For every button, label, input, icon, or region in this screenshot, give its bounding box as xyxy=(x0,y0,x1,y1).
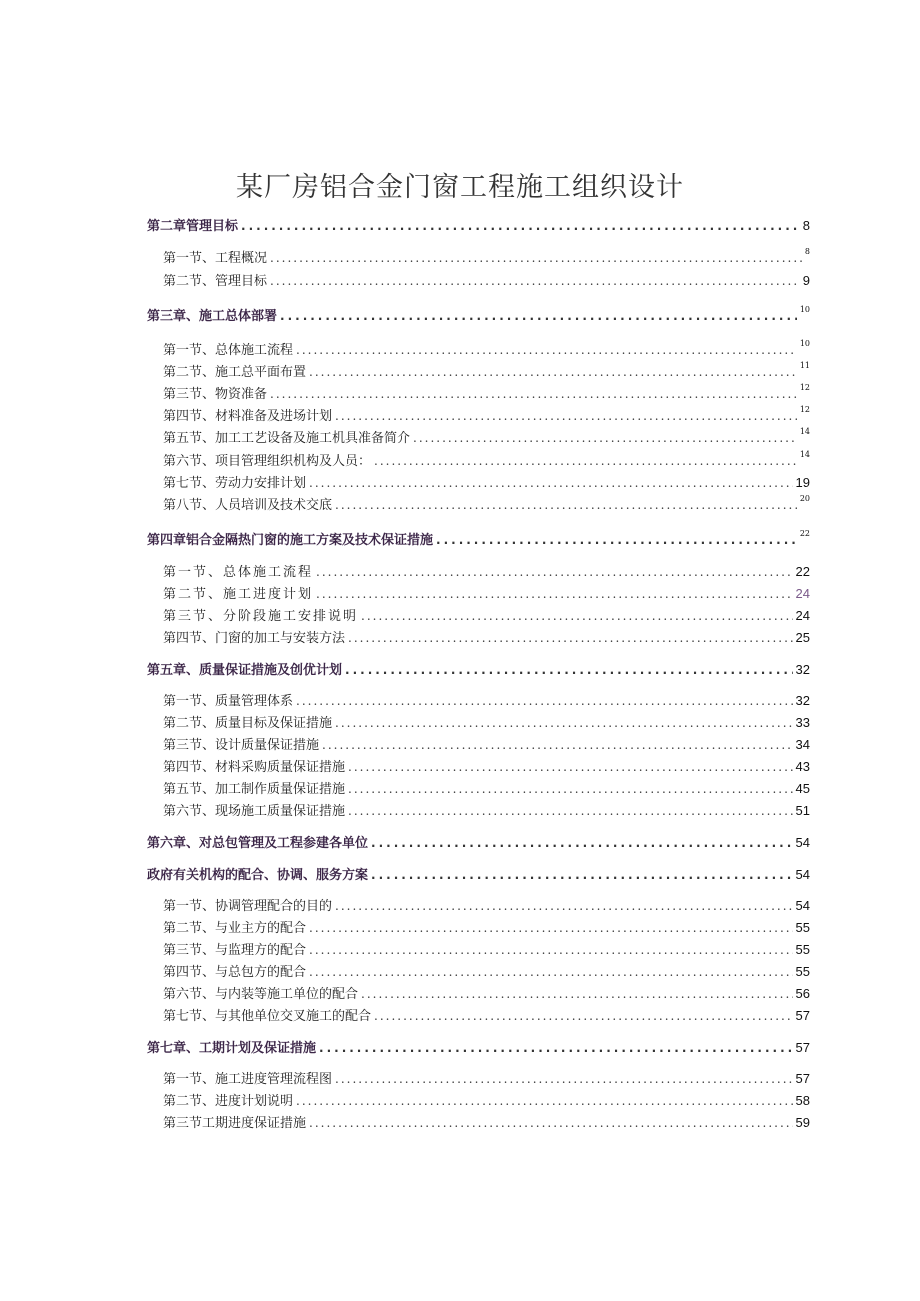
toc-page-number: 45 xyxy=(795,781,810,796)
toc-page-number: 14 xyxy=(799,427,810,436)
toc-page-number: 34 xyxy=(795,737,810,752)
toc-dot-leader xyxy=(335,409,797,423)
toc-chapter-entry[interactable] xyxy=(147,215,810,235)
toc-page-number: 24 xyxy=(795,608,810,623)
toc-entry-label: 第三节、与监理方的配合 xyxy=(163,943,307,958)
toc-page-number: 54 xyxy=(795,867,810,882)
toc-dot-leader xyxy=(371,836,793,850)
document-title: 某厂房铝合金门窗工程施工组织设计 xyxy=(236,172,684,203)
toc-entry-label: 第二节、进度计划说明 xyxy=(163,1094,294,1109)
toc-page-number: 57 xyxy=(795,1008,810,1023)
toc-dot-leader xyxy=(309,476,793,490)
toc-entry-label: 第四节、门窗的加工与安装方法 xyxy=(163,631,346,646)
toc-dot-leader xyxy=(335,899,793,913)
toc-section-entry[interactable] xyxy=(163,627,810,647)
toc-entry-label: 第七章、工期计划及保证措施 xyxy=(147,1041,317,1056)
toc-dot-leader xyxy=(335,716,793,730)
toc-dot-leader xyxy=(309,365,797,379)
toc-dot-leader xyxy=(348,631,793,645)
toc-dot-leader xyxy=(296,1094,793,1108)
toc-chapter-entry[interactable] xyxy=(147,1037,810,1057)
toc-section-entry[interactable] xyxy=(163,983,810,1003)
toc-entry-label: 第四章铝合金隔热门窗的施工方案及技术保证措施 xyxy=(147,533,434,548)
toc-dot-leader xyxy=(296,694,793,708)
toc-dot-leader xyxy=(335,1072,793,1086)
toc-section-entry[interactable] xyxy=(163,494,810,514)
toc-page-number: 55 xyxy=(795,942,810,957)
toc-page-number: 22 xyxy=(795,564,810,579)
toc-section-entry[interactable] xyxy=(163,712,810,732)
toc-section-entry[interactable] xyxy=(163,605,810,625)
toc-section-entry[interactable] xyxy=(163,270,810,290)
toc-page-number: 8 xyxy=(802,218,810,233)
toc-page-number: 58 xyxy=(795,1093,810,1108)
toc-entry-label: 第三章、施工总体部署 xyxy=(147,309,278,324)
toc-dot-leader xyxy=(270,387,797,401)
toc-dot-leader xyxy=(361,609,793,623)
toc-entry-label: 第三节、设计质量保证措施 xyxy=(163,738,320,753)
toc-section-entry[interactable] xyxy=(163,383,810,403)
toc-section-entry[interactable] xyxy=(163,561,810,581)
toc-section-entry[interactable] xyxy=(163,690,810,710)
toc-section-entry[interactable] xyxy=(163,939,810,959)
toc-section-entry[interactable] xyxy=(163,778,810,798)
toc-page-number: 9 xyxy=(802,273,810,288)
toc-entry-label: 第七节、劳动力安排计划 xyxy=(163,476,307,491)
toc-dot-leader xyxy=(309,1116,793,1130)
toc-page-number: 51 xyxy=(795,803,810,818)
toc-entry-label: 第六节、项目管理组织机构及人员： xyxy=(163,454,372,469)
toc-chapter-entry[interactable] xyxy=(147,529,810,549)
toc-entry-label: 第一节、施工进度管理流程图 xyxy=(163,1072,333,1087)
toc-entry-label: 第二节、施工进度计划 xyxy=(163,587,314,602)
toc-entry-label: 第五节、加工制作质量保证措施 xyxy=(163,782,346,797)
toc-page-number: 11 xyxy=(799,361,810,370)
toc-entry-label: 第三节、分阶段施工安排说明 xyxy=(163,609,359,624)
toc-dot-leader xyxy=(309,943,793,957)
toc-entry-label: 第一节、工程概况 xyxy=(163,251,268,266)
toc-entry-label: 第五章、质量保证措施及创优计划 xyxy=(147,663,343,678)
toc-entry-label: 第六章、对总包管理及工程参建各单位 xyxy=(147,836,369,851)
toc-entry-label: 第五节、加工工艺设备及施工机具准备简介 xyxy=(163,431,411,446)
toc-section-entry[interactable] xyxy=(163,1090,810,1110)
toc-dot-leader xyxy=(335,498,797,512)
toc-dot-leader xyxy=(316,587,793,601)
toc-dot-leader xyxy=(374,454,797,468)
toc-page-number: 56 xyxy=(795,986,810,1001)
toc-section-entry[interactable] xyxy=(163,917,810,937)
toc-page-number: 22 xyxy=(799,529,810,538)
toc-dot-leader xyxy=(374,1009,793,1023)
toc-dot-leader xyxy=(241,219,800,233)
toc-section-entry[interactable] xyxy=(163,895,810,915)
toc-section-entry[interactable] xyxy=(163,583,810,603)
toc-dot-leader xyxy=(371,868,793,882)
toc-section-entry[interactable] xyxy=(163,405,810,425)
toc-entry-label: 第一节、总体施工流程 xyxy=(163,565,314,580)
toc-dot-leader xyxy=(270,251,802,265)
toc-entry-label: 第三节、物资准备 xyxy=(163,387,268,402)
toc-section-entry[interactable] xyxy=(163,472,810,492)
toc-page-number: 8 xyxy=(804,247,810,256)
toc-section-entry[interactable] xyxy=(163,339,810,359)
toc-page-number: 25 xyxy=(795,630,810,645)
toc-section-entry[interactable] xyxy=(163,961,810,981)
toc-chapter-entry[interactable] xyxy=(147,659,810,679)
toc-section-entry[interactable] xyxy=(163,361,810,381)
toc-dot-leader xyxy=(296,343,797,357)
toc-chapter-entry[interactable] xyxy=(147,305,810,325)
toc-entry-label: 第二章管理目标 xyxy=(147,219,239,234)
toc-entry-label: 政府有关机构的配合、协调、服务方案 xyxy=(147,868,369,883)
toc-entry-label: 第一节、总体施工流程 xyxy=(163,343,294,358)
toc-entry-label: 第二节、质量目标及保证措施 xyxy=(163,716,333,731)
toc-dot-leader xyxy=(322,738,793,752)
toc-section-entry[interactable] xyxy=(163,427,810,447)
toc-page-number: 24 xyxy=(795,586,810,601)
toc-page-number: 57 xyxy=(795,1040,810,1055)
toc-section-entry[interactable] xyxy=(163,734,810,754)
toc-dot-leader xyxy=(319,1041,793,1055)
toc-dot-leader xyxy=(309,965,793,979)
toc-page-number: 14 xyxy=(799,450,810,459)
toc-page-number: 32 xyxy=(795,662,810,677)
toc-entry-label: 第二节、施工总平面布置 xyxy=(163,365,307,380)
toc-entry-label: 第四节、与总包方的配合 xyxy=(163,965,307,980)
toc-entry-label: 第四节、材料准备及进场计划 xyxy=(163,409,333,424)
toc-entry-label: 第八节、人员培训及技术交底 xyxy=(163,498,333,513)
toc-page-number: 55 xyxy=(795,920,810,935)
toc-section-entry[interactable] xyxy=(163,247,810,267)
toc-entry-label: 第二节、与业主方的配合 xyxy=(163,921,307,936)
toc-dot-leader xyxy=(345,663,793,677)
toc-page-number: 19 xyxy=(795,475,810,490)
toc-page-number: 12 xyxy=(799,383,810,392)
toc-page-number: 20 xyxy=(799,494,810,503)
toc-dot-leader xyxy=(309,921,793,935)
toc-entry-label: 第一节、质量管理体系 xyxy=(163,694,294,709)
toc-entry-label: 第七节、与其他单位交叉施工的配合 xyxy=(163,1009,372,1024)
toc-page-number: 10 xyxy=(799,305,810,314)
toc-page-number: 32 xyxy=(795,693,810,708)
toc-dot-leader xyxy=(361,987,793,1001)
toc-page-number: 54 xyxy=(795,898,810,913)
toc-entry-label: 第二节、管理目标 xyxy=(163,274,268,289)
toc-entry-label: 第六节、与内装等施工单位的配合 xyxy=(163,987,359,1002)
toc-chapter-entry[interactable] xyxy=(147,832,810,852)
toc-page-number: 33 xyxy=(795,715,810,730)
toc-dot-leader xyxy=(348,760,793,774)
toc-dot-leader xyxy=(280,309,797,323)
toc-entry-label: 第三节工期进度保证措施 xyxy=(163,1116,307,1131)
toc-section-entry[interactable] xyxy=(163,756,810,776)
toc-page-number: 55 xyxy=(795,964,810,979)
toc-page-number: 57 xyxy=(795,1071,810,1086)
toc-section-entry[interactable] xyxy=(163,1068,810,1088)
toc-dot-leader xyxy=(270,274,800,288)
toc-page-number: 12 xyxy=(799,405,810,414)
toc-dot-leader xyxy=(316,565,793,579)
toc-dot-leader xyxy=(436,533,797,547)
toc-section-entry[interactable] xyxy=(163,450,810,470)
toc-entry-label: 第六节、现场施工质量保证措施 xyxy=(163,804,346,819)
toc-section-entry[interactable] xyxy=(163,1005,810,1025)
toc-entry-label: 第一节、协调管理配合的目的 xyxy=(163,899,333,914)
toc-page-number: 59 xyxy=(795,1115,810,1130)
toc-entry-label: 第四节、材料采购质量保证措施 xyxy=(163,760,346,775)
toc-page-number: 54 xyxy=(795,835,810,850)
toc-section-entry[interactable] xyxy=(163,800,810,820)
toc-section-entry[interactable] xyxy=(163,1112,810,1132)
toc-dot-leader xyxy=(348,782,793,796)
toc-dot-leader xyxy=(413,431,797,445)
toc-chapter-entry[interactable] xyxy=(147,864,810,884)
toc-page-number: 43 xyxy=(795,759,810,774)
toc-page-number: 10 xyxy=(799,339,810,348)
toc-dot-leader xyxy=(348,804,793,818)
